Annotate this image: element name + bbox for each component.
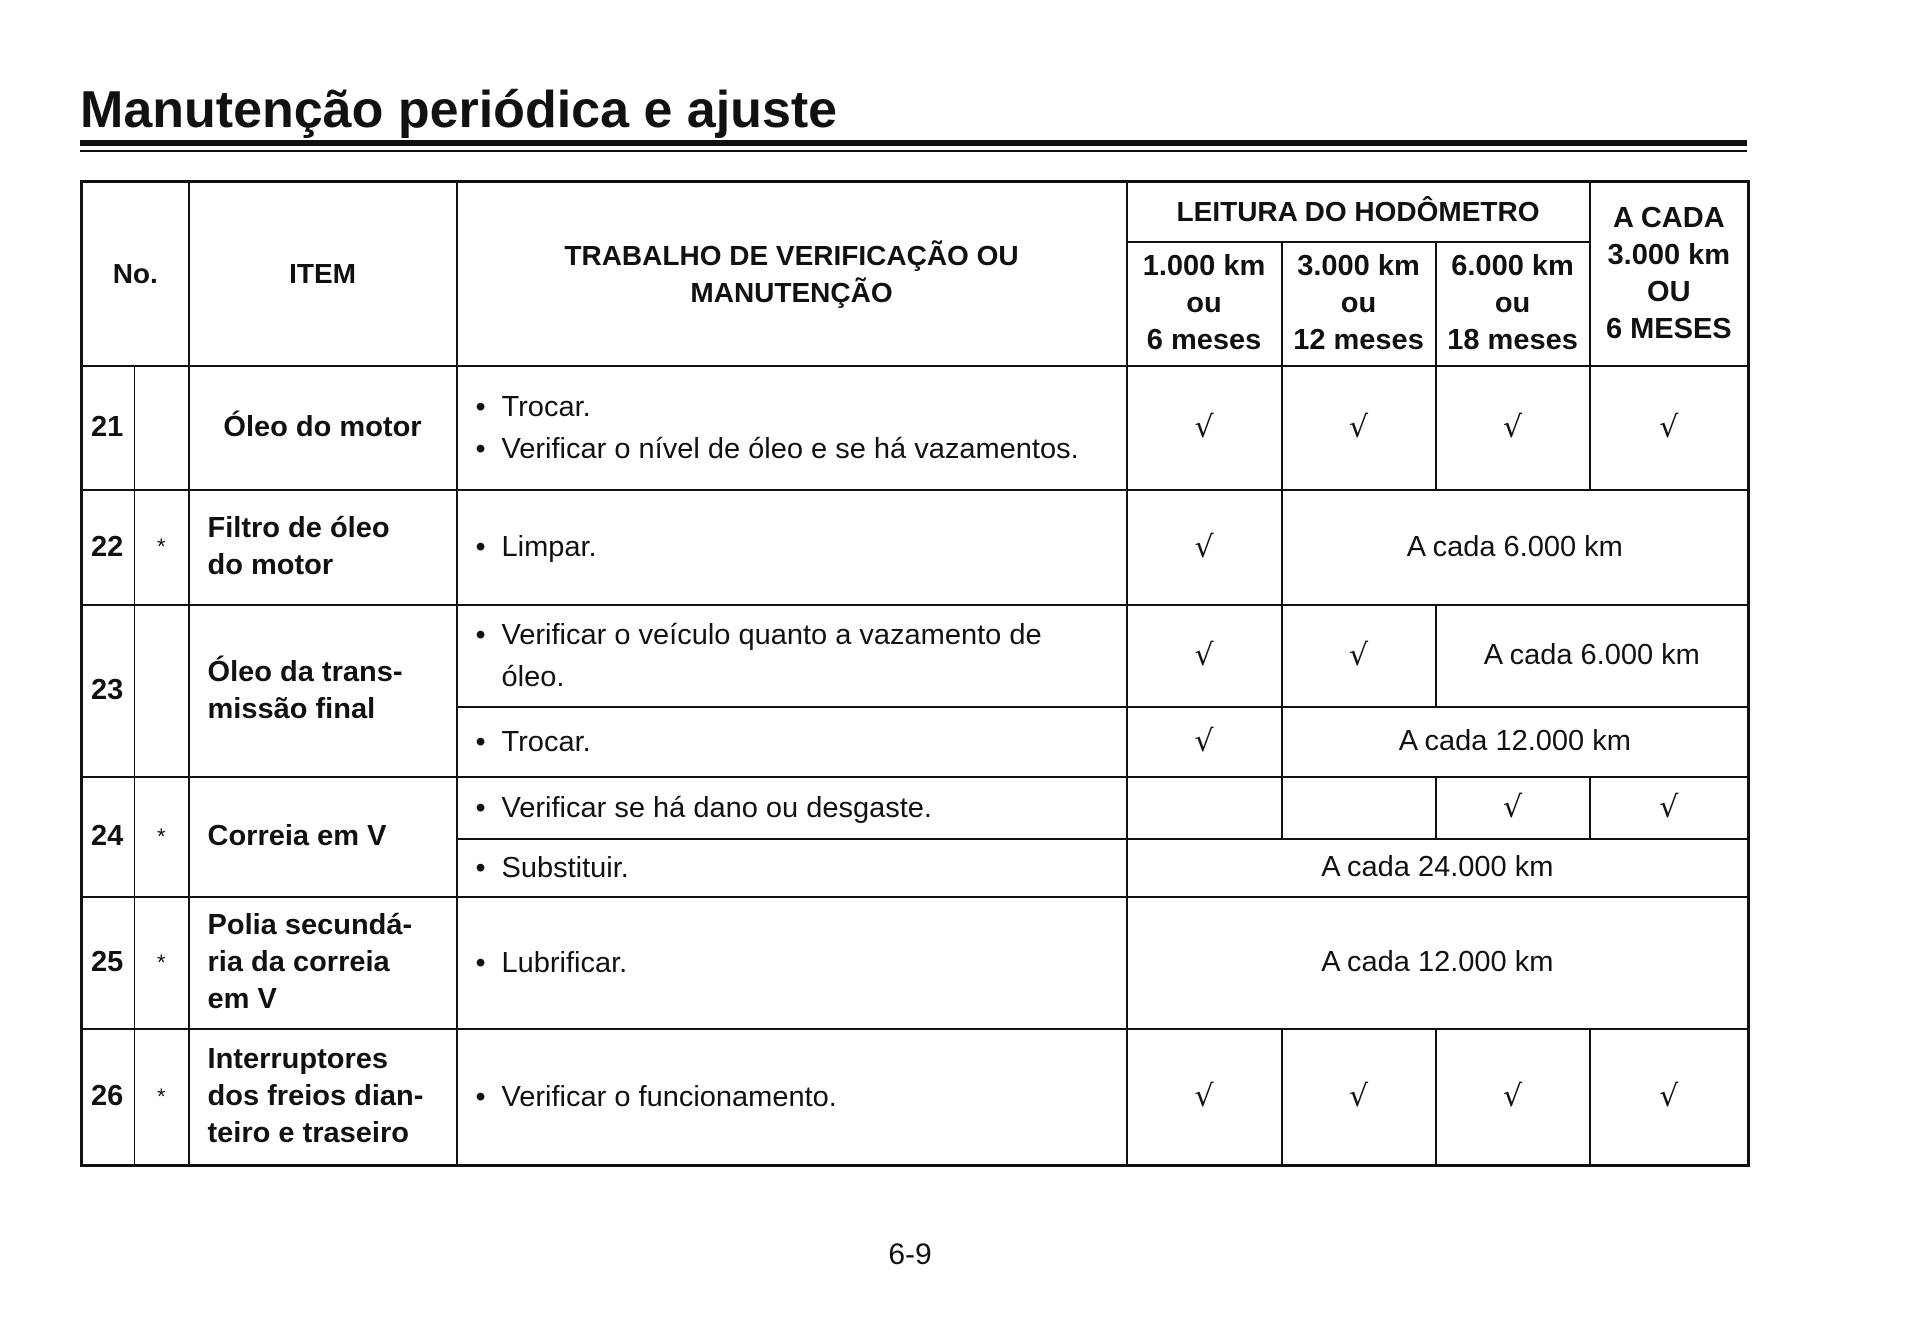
row-number: 21 bbox=[82, 366, 135, 490]
item-line: Filtro de óleo bbox=[207, 512, 390, 544]
header-col-6000 bbox=[1436, 242, 1590, 366]
row-work bbox=[457, 777, 1127, 839]
page-number: 6-9 bbox=[888, 1238, 932, 1271]
header-col-line: 12 meses bbox=[1293, 324, 1424, 356]
row-work bbox=[457, 1029, 1127, 1166]
header-odometer: LEITURA DO HODÔMETRO bbox=[1127, 182, 1590, 242]
check-mark-icon: √ bbox=[1127, 1029, 1282, 1166]
item-line: ria da correia bbox=[207, 946, 390, 978]
check-mark-icon: √ bbox=[1127, 366, 1282, 490]
table-row-23 bbox=[82, 605, 1749, 707]
header-work bbox=[457, 182, 1127, 366]
row-star bbox=[135, 366, 189, 490]
check-mark-icon: √ bbox=[1127, 707, 1282, 777]
work-line bbox=[476, 428, 1120, 470]
header-col-line: 3.000 km bbox=[1297, 250, 1420, 282]
empty-cell bbox=[1127, 777, 1282, 839]
table-row-21 bbox=[82, 366, 1749, 490]
row-number: 22 bbox=[82, 490, 135, 605]
item-line: em V bbox=[207, 983, 277, 1015]
title-rule-thin bbox=[80, 150, 1747, 152]
work-text: Trocar. bbox=[501, 725, 591, 758]
header-col-line: ou bbox=[1340, 287, 1377, 319]
check-mark-icon: √ bbox=[1436, 1029, 1590, 1166]
check-mark-icon: √ bbox=[1590, 366, 1749, 490]
header-every bbox=[1590, 182, 1749, 366]
item-line: dos freios dian- bbox=[207, 1080, 424, 1113]
bullet-icon: • bbox=[475, 432, 486, 465]
row-star: * bbox=[135, 897, 189, 1029]
work-line bbox=[476, 1076, 1120, 1118]
work-line bbox=[476, 787, 1120, 829]
work-text: Verificar o nível de óleo e se há vazamentos. bbox=[501, 432, 1079, 465]
item-line: teiro e traseiro bbox=[207, 1117, 409, 1150]
row-work bbox=[457, 490, 1127, 605]
work-text: Substituir. bbox=[501, 851, 629, 884]
item-line: Óleo da trans- bbox=[207, 655, 403, 688]
row-work bbox=[457, 839, 1127, 897]
row-work bbox=[457, 897, 1127, 1029]
table-row-26 bbox=[82, 1029, 1749, 1166]
work-text: Limpar. bbox=[501, 531, 597, 563]
header-every-line: OU bbox=[1647, 275, 1691, 308]
row-star: * bbox=[135, 490, 189, 605]
row-number: 24 bbox=[82, 777, 135, 897]
row-item bbox=[189, 490, 457, 605]
row-number: 26 bbox=[82, 1029, 135, 1166]
table-row-24 bbox=[82, 777, 1749, 839]
interval-text: A cada 12.000 km bbox=[1127, 897, 1749, 1029]
header-every-line: 6 MESES bbox=[1605, 312, 1732, 345]
maintenance-table bbox=[80, 180, 1750, 1167]
work-line bbox=[476, 721, 1120, 763]
check-mark-icon: √ bbox=[1127, 490, 1282, 605]
interval-text: A cada 6.000 km bbox=[1282, 490, 1749, 605]
check-mark-icon: √ bbox=[1590, 777, 1749, 839]
interval-text: A cada 6.000 km bbox=[1436, 605, 1749, 707]
row-star: * bbox=[135, 1029, 189, 1166]
check-mark-icon: √ bbox=[1436, 777, 1590, 839]
row-item bbox=[189, 897, 457, 1029]
work-line bbox=[476, 526, 1120, 568]
row-work bbox=[457, 366, 1127, 490]
header-col-line: ou bbox=[1186, 287, 1222, 319]
work-text: Lubrificar. bbox=[501, 946, 628, 979]
row-item bbox=[189, 605, 457, 777]
bullet-icon: • bbox=[475, 618, 486, 651]
check-mark-icon: √ bbox=[1127, 605, 1282, 707]
bullet-icon: • bbox=[475, 1080, 486, 1113]
header-item: ITEM bbox=[189, 182, 457, 366]
row-number: 25 bbox=[82, 897, 135, 1029]
item-line: do motor bbox=[207, 549, 334, 581]
work-text-line: Verificar o veículo quanto a vazamento de bbox=[501, 618, 1042, 651]
item-line: missão final bbox=[207, 692, 376, 725]
header-work-line: TRABALHO DE VERIFICAÇÃO OU bbox=[564, 239, 1019, 271]
row-item: Óleo do motor bbox=[189, 366, 457, 490]
header-every-line: A CADA bbox=[1612, 201, 1725, 234]
header-col-line: 1.000 km bbox=[1142, 250, 1266, 282]
work-line bbox=[476, 614, 1120, 698]
header-row bbox=[82, 182, 1749, 242]
header-col-1000 bbox=[1127, 242, 1282, 366]
item-line: Interruptores bbox=[207, 1043, 388, 1076]
empty-cell bbox=[1282, 777, 1436, 839]
bullet-icon: • bbox=[475, 725, 486, 758]
work-text: Verificar o funcionamento. bbox=[501, 1080, 837, 1113]
row-item: Correia em V bbox=[189, 777, 457, 897]
row-item bbox=[189, 1029, 457, 1166]
header-col-3000 bbox=[1282, 242, 1436, 366]
work-text-line: óleo. bbox=[501, 660, 565, 693]
header-col-line: 6.000 km bbox=[1451, 250, 1574, 282]
header-every-line: 3.000 km bbox=[1607, 238, 1731, 271]
work-line bbox=[476, 942, 1120, 984]
title-rule bbox=[80, 140, 1747, 146]
check-mark-icon: √ bbox=[1282, 605, 1436, 707]
work-text bbox=[502, 614, 1042, 698]
bullet-icon: • bbox=[475, 946, 486, 979]
bullet-icon: • bbox=[475, 531, 486, 563]
header-col-line: ou bbox=[1494, 287, 1531, 319]
table-row-22 bbox=[82, 490, 1749, 605]
work-text: Verificar se há dano ou desgaste. bbox=[501, 791, 932, 824]
check-mark-icon: √ bbox=[1590, 1029, 1749, 1166]
check-mark-icon: √ bbox=[1282, 1029, 1436, 1166]
row-work bbox=[457, 605, 1127, 707]
item-line: Polia secundá- bbox=[207, 909, 413, 941]
work-line bbox=[476, 847, 1120, 889]
work-text: Trocar. bbox=[501, 390, 591, 423]
header-col-line: 18 meses bbox=[1447, 324, 1578, 356]
bullet-icon: • bbox=[475, 390, 486, 423]
bullet-icon: • bbox=[475, 791, 486, 824]
header-col-line: 6 meses bbox=[1146, 324, 1262, 356]
header-no: No. bbox=[82, 182, 189, 366]
row-star bbox=[135, 605, 189, 777]
header-work-line: MANUTENÇÃO bbox=[690, 276, 893, 308]
check-mark-icon: √ bbox=[1436, 366, 1590, 490]
table-row-25 bbox=[82, 897, 1749, 1029]
interval-text: A cada 24.000 km bbox=[1127, 839, 1749, 897]
row-number: 23 bbox=[82, 605, 135, 777]
work-line bbox=[476, 386, 1120, 428]
bullet-icon: • bbox=[475, 851, 486, 884]
row-star: * bbox=[135, 777, 189, 897]
page-title: Manutenção periódica e ajuste bbox=[80, 81, 838, 139]
row-work bbox=[457, 707, 1127, 777]
check-mark-icon: √ bbox=[1282, 366, 1436, 490]
interval-text: A cada 12.000 km bbox=[1282, 707, 1749, 777]
